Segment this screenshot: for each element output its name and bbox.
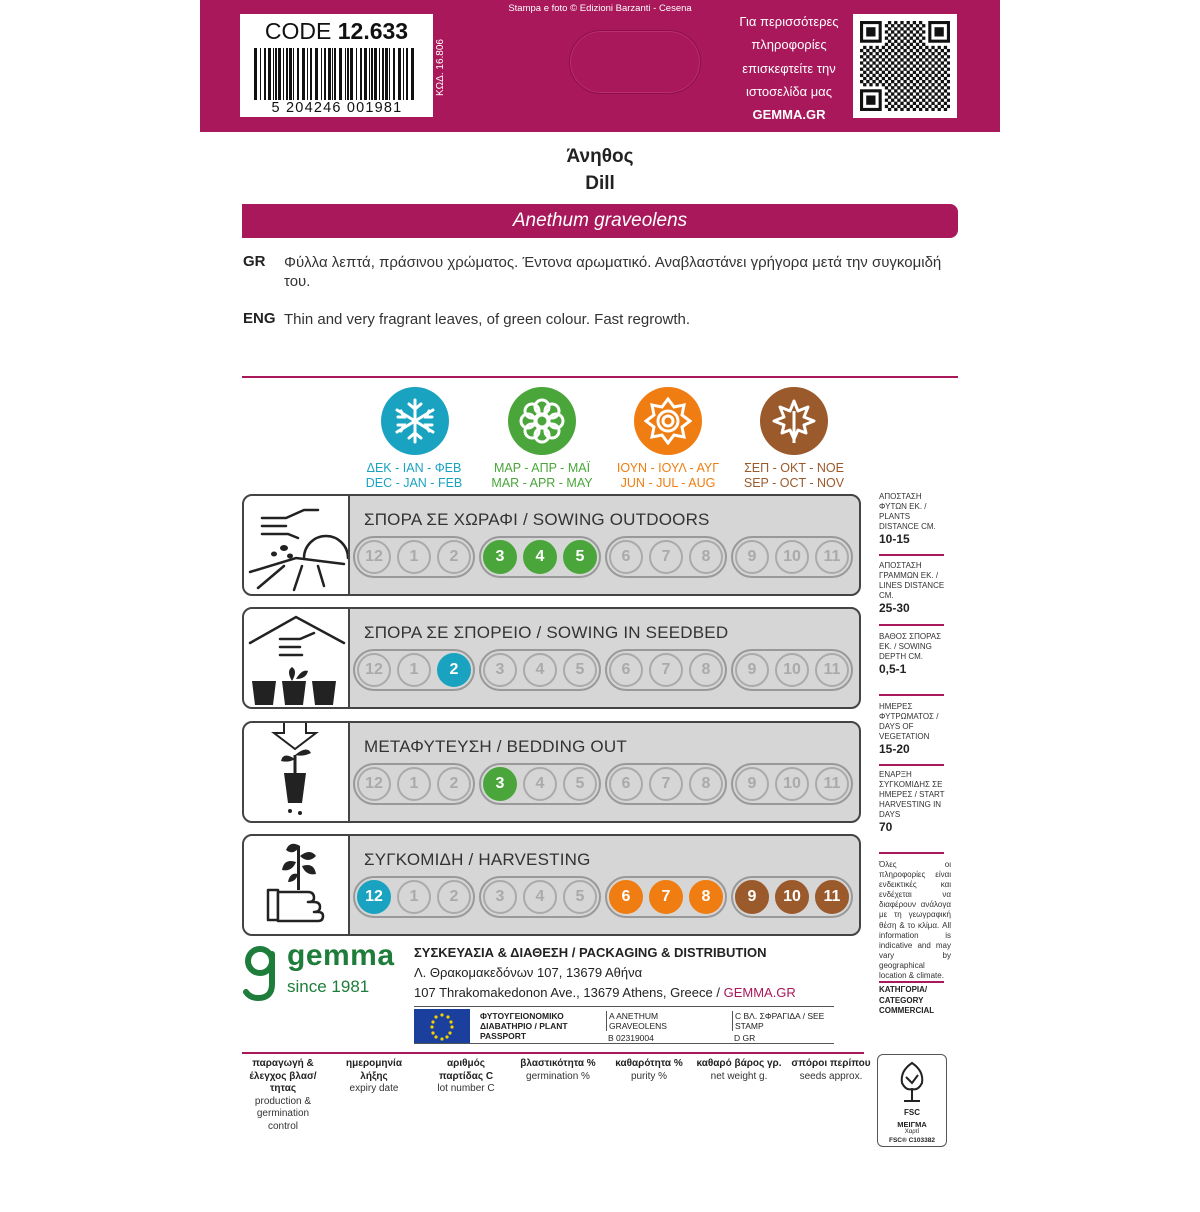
month-row bbox=[357, 767, 857, 805]
website-link[interactable]: GEMMA.GR bbox=[752, 107, 826, 123]
month-5: 5 bbox=[563, 540, 597, 574]
month-12: 12 bbox=[357, 653, 391, 687]
barcode-bar bbox=[350, 48, 353, 100]
lang-gr-label: GR bbox=[243, 253, 266, 270]
barcode-bar bbox=[347, 48, 349, 100]
passport-c: C ΒΛ. ΣΦΡΑΓΙΔΑ / SEE STAMP bbox=[732, 1011, 832, 1031]
month-row bbox=[357, 540, 857, 578]
month-1: 1 bbox=[397, 540, 431, 574]
brand-name: gemma bbox=[287, 939, 395, 972]
month-6: 6 bbox=[609, 880, 643, 914]
qr-code[interactable] bbox=[853, 14, 957, 118]
more-info-text: Για περισσότερες πληροφορίες επισκεφτείτε την ιστοσελίδα μας GEMMA.GR bbox=[730, 10, 848, 126]
latin-name: Anethum graveolens bbox=[512, 210, 688, 231]
barcode-bar bbox=[382, 48, 384, 100]
barcode-bar bbox=[302, 48, 305, 100]
product-name-gr: Άνηθος bbox=[566, 146, 634, 167]
fsc-name: FSC bbox=[904, 1108, 920, 1117]
barcode bbox=[254, 48, 419, 100]
month-11: 11 bbox=[815, 540, 849, 574]
fsc-paper: Χαρτί bbox=[904, 1129, 920, 1135]
description-gr: Φύλλα λεπτά, πράσινου χρώματος. Έντονα αρωματικό. Αναβλαστάνει γρήγορα μετά την συγκομιδή του. bbox=[284, 254, 942, 290]
season-label-summer: ΙΟΥΝ - ΙΟΥΛ - ΑΥΓ JUN - JUL - AUG bbox=[616, 461, 720, 490]
month-4: 4 bbox=[523, 767, 557, 801]
month-7: 7 bbox=[649, 767, 683, 801]
barcode-bar bbox=[356, 48, 357, 100]
panel-title: ΜΕΤΑΦΥΤΕΥΣΗ / BEDDING OUT bbox=[364, 737, 627, 756]
month-8: 8 bbox=[689, 540, 723, 574]
panel-title: ΣΥΓΚΟΜΙΔΗ / HARVESTING bbox=[364, 850, 591, 869]
spec-divider bbox=[879, 624, 944, 626]
barcode-bar bbox=[398, 48, 401, 100]
spec-plants-distance: ΑΠΟΣΤΑΣΗ ΦΥΤΩΝ ΕΚ. / PLANTS DISTANCE CM. 10-15 bbox=[879, 492, 936, 546]
barcode-bar bbox=[328, 48, 331, 100]
month-row bbox=[357, 653, 857, 691]
season-summer bbox=[634, 387, 702, 455]
barcode-bar bbox=[310, 48, 312, 100]
bedding-out-panel bbox=[348, 721, 861, 823]
month-5: 5 bbox=[563, 767, 597, 801]
barcode-bar bbox=[332, 48, 333, 100]
description-en: Thin and very fragrant leaves, of green colour. Fast regrowth. bbox=[284, 311, 691, 328]
snowflake-icon bbox=[391, 397, 439, 445]
barcode-bar bbox=[278, 48, 281, 100]
spec-lines-distance: ΑΠΟΣΤΑΣΗ ΓΡΑΜΜΩΝ ΕΚ. / LINES DISTANCE CM. 25-30 bbox=[879, 561, 945, 615]
passport-d: D GR bbox=[734, 1033, 756, 1043]
month-11: 11 bbox=[815, 880, 849, 914]
month-3: 3 bbox=[483, 540, 517, 574]
barcode-bar bbox=[260, 48, 261, 100]
month-5: 5 bbox=[563, 653, 597, 687]
col-production: παραγωγή & έλεγχος βλασ/τητας production & germination control bbox=[249, 1058, 317, 1132]
season-label-winter: ΔΕΚ - ΙΑΝ - ΦΕΒ DEC - JAN - FEB bbox=[365, 461, 463, 490]
month-6: 6 bbox=[609, 540, 643, 574]
month-8: 8 bbox=[689, 880, 723, 914]
barcode-bar bbox=[273, 48, 274, 100]
barcode-bar bbox=[403, 48, 404, 100]
month-12: 12 bbox=[357, 540, 391, 574]
passport-b: B 02319004 bbox=[608, 1033, 654, 1043]
qr-icon bbox=[860, 21, 950, 111]
latin-name-band bbox=[242, 204, 958, 238]
month-8: 8 bbox=[689, 767, 723, 801]
month-10: 10 bbox=[775, 767, 809, 801]
ean-number: 5 204246 001981 bbox=[271, 100, 403, 116]
col-seeds: σπόροι περίπου seeds approx. bbox=[791, 1058, 871, 1082]
month-row bbox=[357, 880, 857, 918]
bottom-divider bbox=[242, 1052, 864, 1054]
product-code: CODE 12.633 bbox=[264, 18, 409, 44]
month-10: 10 bbox=[775, 880, 809, 914]
barcode-bar bbox=[286, 48, 288, 100]
season-label-spring: ΜΑΡ - ΑΠΡ - ΜΑΪ MAR - APR - MAY bbox=[491, 461, 593, 490]
spec-start-harvesting: ΕΝΑΡΞΗ ΣΥΓΚΟΜΙΔΗΣ ΣΕ ΗΜΕΡΕΣ / START HARVESTING IN DAYS 70 bbox=[879, 770, 945, 834]
sowing-seedbed-panel bbox=[348, 607, 861, 709]
spec-divider bbox=[879, 852, 944, 854]
distribution-title: ΣΥΣΚΕΥΑΣΙΑ & ΔΙΑΘΕΣΗ / PACKAGING & DISTRIBUTION bbox=[414, 945, 767, 960]
barcode-bar bbox=[374, 48, 377, 100]
month-3: 3 bbox=[483, 880, 517, 914]
month-9: 9 bbox=[735, 653, 769, 687]
divider bbox=[242, 376, 958, 378]
month-11: 11 bbox=[815, 653, 849, 687]
sowing-seedbed-icon bbox=[242, 607, 350, 709]
sun-icon bbox=[644, 397, 692, 445]
season-autumn bbox=[760, 387, 828, 455]
barcode-bar bbox=[385, 48, 388, 100]
month-9: 9 bbox=[735, 767, 769, 801]
month-7: 7 bbox=[649, 880, 683, 914]
month-3: 3 bbox=[483, 653, 517, 687]
barcode-bar bbox=[264, 48, 266, 100]
distribution-site-link[interactable]: GEMMA.GR bbox=[723, 985, 796, 1000]
barcode-bar bbox=[283, 48, 284, 100]
harvesting-icon bbox=[242, 834, 350, 936]
gemma-logo-icon bbox=[243, 944, 277, 1002]
barcode-bar bbox=[324, 48, 326, 100]
barcode-bar bbox=[315, 48, 318, 100]
barcode-bar bbox=[275, 48, 277, 100]
barcode-bar bbox=[371, 48, 373, 100]
col-germination: βλαστικότητα % germination % bbox=[520, 1058, 596, 1082]
hanger-slot bbox=[569, 30, 701, 94]
bedding-out-icon bbox=[242, 721, 350, 823]
month-6: 6 bbox=[609, 767, 643, 801]
address-en: 107 Thrakomakedonon Ave., 13679 Athens, Greece / GEMMA.GR bbox=[414, 985, 796, 1000]
barcode-bar bbox=[393, 48, 395, 100]
barcode-bar bbox=[360, 48, 362, 100]
month-12: 12 bbox=[357, 767, 391, 801]
disclaimer-note: Όλες οι πληροφορίες είναι ενδεικτικές και ενδέχεται να διαφέρουν ανάλογα με τη γεωγραφική θέση & το κλίμα. All information is indicative and may vary by geographical location & climate. bbox=[879, 860, 951, 981]
barcode-bar bbox=[379, 48, 380, 100]
sowing-outdoors-icon bbox=[242, 494, 350, 596]
month-12: 12 bbox=[357, 880, 391, 914]
month-9: 9 bbox=[735, 880, 769, 914]
col-expiry: ημερομηνία λήξης expiry date bbox=[346, 1058, 402, 1094]
product-name-en: Dill bbox=[585, 173, 615, 194]
barcode-bar bbox=[307, 48, 308, 100]
season-spring bbox=[508, 387, 576, 455]
month-1: 1 bbox=[397, 767, 431, 801]
fsc-code: FSC® C103382 bbox=[889, 1137, 935, 1144]
flower-icon bbox=[518, 397, 566, 445]
month-7: 7 bbox=[649, 540, 683, 574]
month-10: 10 bbox=[775, 653, 809, 687]
sowing-outdoors-panel bbox=[348, 494, 861, 596]
month-1: 1 bbox=[397, 653, 431, 687]
barcode-panel bbox=[240, 14, 433, 117]
photo-credit: Stampa e foto © Edizioni Barzanti - Cesena bbox=[508, 3, 692, 14]
barcode-bar bbox=[297, 48, 299, 100]
category: ΚΑΤΗΓΟΡΙΑ/ CATEGORY COMMERCIAL bbox=[879, 985, 935, 1015]
barcode-bar bbox=[334, 48, 336, 100]
col-purity: καθαρότητα % purity % bbox=[615, 1058, 683, 1082]
col-net-weight: καθαρό βάρος γρ. net weight g. bbox=[696, 1058, 782, 1082]
spec-divider bbox=[879, 694, 944, 696]
barcode-bar bbox=[254, 48, 257, 100]
month-2: 2 bbox=[437, 880, 471, 914]
month-7: 7 bbox=[649, 653, 683, 687]
month-5: 5 bbox=[563, 880, 597, 914]
barcode-bar bbox=[268, 48, 271, 100]
barcode-bar bbox=[406, 48, 408, 100]
month-2: 2 bbox=[437, 767, 471, 801]
barcode-bar bbox=[389, 48, 390, 100]
leaf-icon bbox=[770, 397, 818, 445]
barcode-bar bbox=[369, 48, 370, 100]
barcode-bar bbox=[321, 48, 322, 100]
month-4: 4 bbox=[523, 653, 557, 687]
plant-passport bbox=[414, 1006, 834, 1044]
barcode-bar bbox=[289, 48, 292, 100]
address-gr: Λ. Θρακομακεδόνων 107, 13679 Αθήνα bbox=[414, 965, 643, 980]
spec-divider bbox=[879, 554, 944, 556]
month-2: 2 bbox=[437, 540, 471, 574]
barcode-bar bbox=[411, 48, 414, 100]
month-6: 6 bbox=[609, 653, 643, 687]
month-8: 8 bbox=[689, 653, 723, 687]
month-10: 10 bbox=[775, 540, 809, 574]
panel-title: ΣΠΟΡΑ ΣΕ ΣΠΟΡΕΙΟ / SOWING IN SEEDBED bbox=[364, 623, 729, 642]
kod-label: ΚΩΔ. 16.806 bbox=[434, 39, 446, 96]
spec-divider bbox=[879, 764, 944, 766]
barcode-bar bbox=[345, 48, 346, 100]
spec-sowing-depth: ΒΑΘΟΣ ΣΠΟΡΑΣ ΕΚ. / SOWING DEPTH CM. 0,5-1 bbox=[879, 632, 942, 676]
fsc-badge bbox=[877, 1054, 947, 1147]
spec-days-vegetation: ΗΜΕΡΕΣ ΦΥΤΡΩΜΑΤΟΣ / DAYS OF VEGETATION 15-20 bbox=[879, 702, 939, 756]
month-1: 1 bbox=[397, 880, 431, 914]
fsc-mix: ΜΕΙΓΜΑ bbox=[897, 1120, 927, 1129]
harvesting-panel bbox=[348, 834, 861, 936]
brand-since: since 1981 bbox=[287, 977, 370, 996]
month-2: 2 bbox=[437, 653, 471, 687]
eu-flag-icon bbox=[414, 1009, 470, 1043]
spec-divider bbox=[879, 981, 944, 983]
col-lot: αριθμός παρτίδας C lot number C bbox=[437, 1058, 495, 1094]
barcode-bar bbox=[339, 48, 342, 100]
barcode-bar bbox=[293, 48, 294, 100]
barcode-bar bbox=[364, 48, 367, 100]
month-11: 11 bbox=[815, 767, 849, 801]
season-label-autumn: ΣΕΠ - ΟΚΤ - ΝΟΕ SEP - OCT - NOV bbox=[743, 461, 845, 490]
season-winter bbox=[381, 387, 449, 455]
month-4: 4 bbox=[523, 880, 557, 914]
month-9: 9 bbox=[735, 540, 769, 574]
lang-en-label: ENG bbox=[243, 310, 276, 327]
panel-title: ΣΠΟΡΑ ΣΕ ΧΩΡΑΦΙ / SOWING OUTDOORS bbox=[364, 510, 710, 529]
passport-a: A ANETHUM GRAVEOLENS bbox=[606, 1011, 716, 1031]
fsc-tree-icon bbox=[890, 1059, 934, 1103]
passport-title: ΦΥΤΟΥΓΕΙΟΝΟΜΙΚΟ ΔΙΑΒΑΤΗΡΙΟ / PLANT PASSPORT bbox=[480, 1011, 568, 1041]
month-3: 3 bbox=[483, 767, 517, 801]
month-4: 4 bbox=[523, 540, 557, 574]
